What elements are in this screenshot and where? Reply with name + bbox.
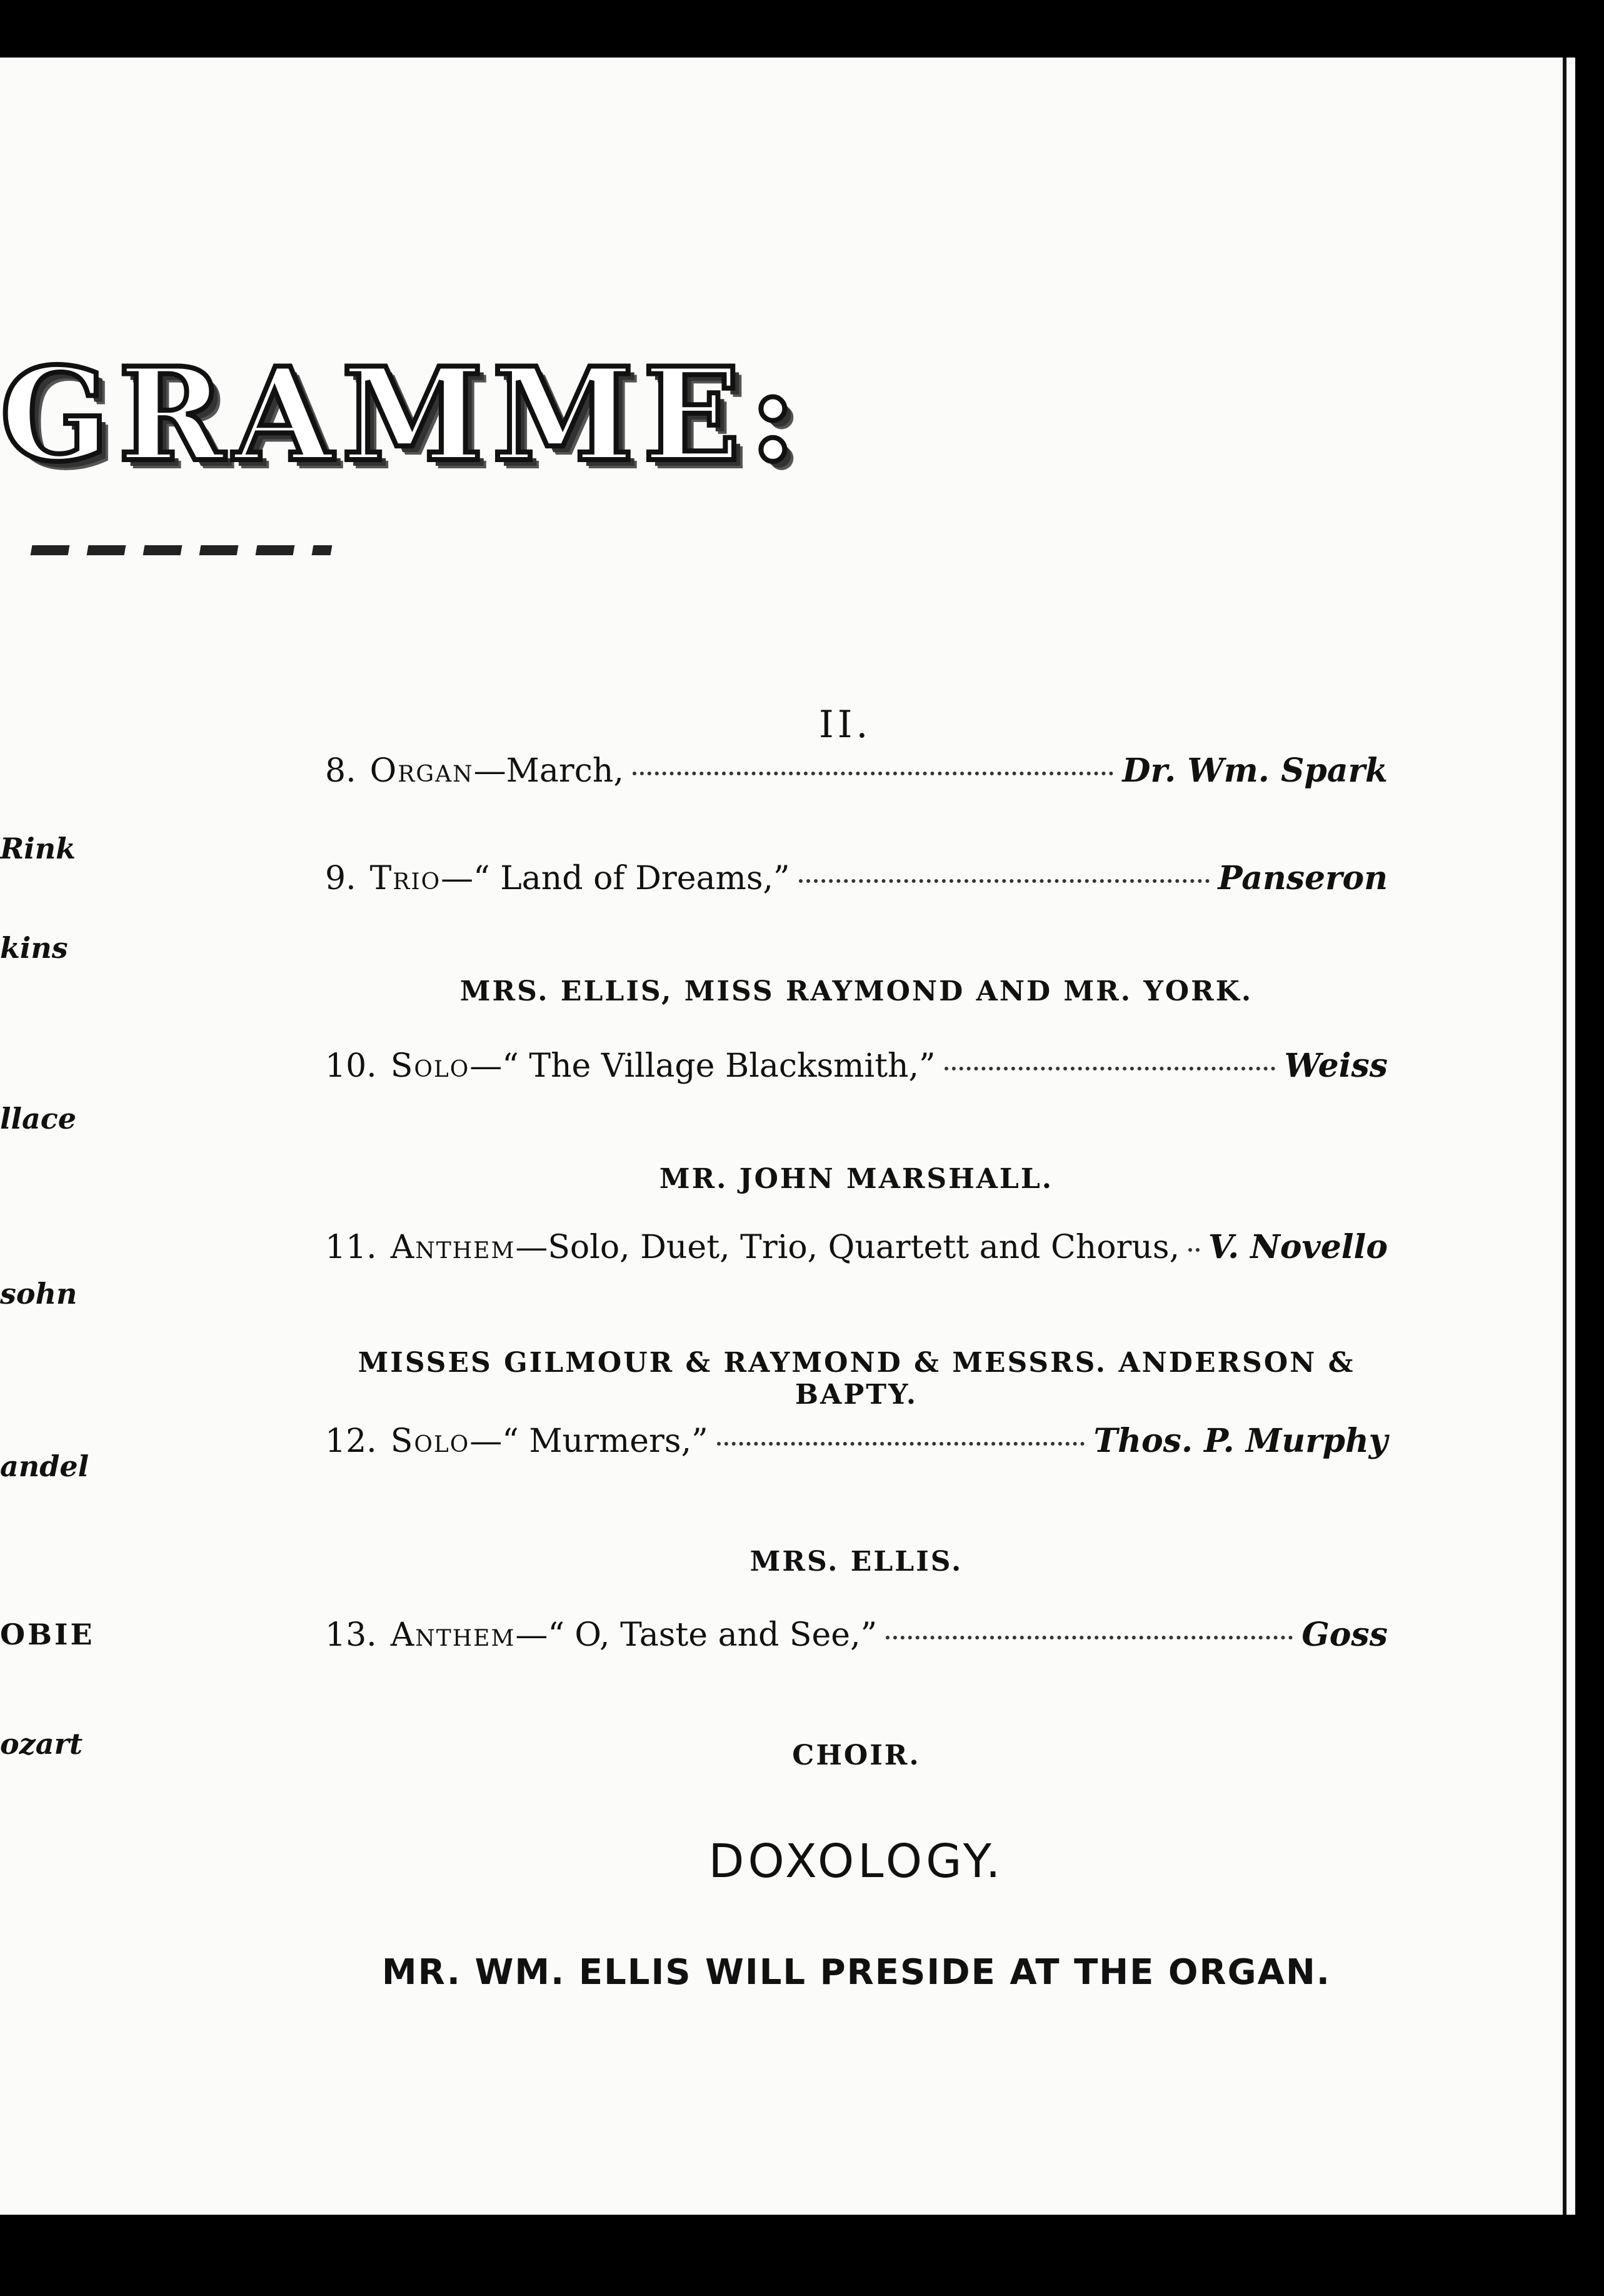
entry-kind: Organ (369, 752, 474, 790)
entry-number: 10. (325, 1047, 377, 1085)
entry-performers: MRS. ELLIS, MISS RAYMOND AND MR. YORK. (459, 975, 1253, 1007)
left-fragment: kins (0, 931, 68, 965)
entry-composer: Dr. Wm. Spark (1122, 752, 1388, 790)
dot-leader (799, 879, 1210, 883)
entry-number: 8. (325, 752, 356, 790)
page-edge (1563, 58, 1566, 2215)
left-fragment: Rink (0, 832, 76, 865)
entry-title: —Solo, Duet, Trio, Quartett and Chorus, (515, 1229, 1180, 1266)
left-fragment: andel (0, 1449, 89, 1483)
program-entry (325, 859, 1388, 903)
entry-kind: Anthem (390, 1229, 516, 1266)
entry-performers: MISSES GILMOUR & RAYMOND & MESSRS. ANDERSON & BAPTY. (358, 1347, 1355, 1411)
entry-performers: CHOIR. (792, 1740, 921, 1771)
section-number: II. (819, 703, 872, 747)
entry-title: —“ Land of Dreams,” (441, 860, 790, 897)
program-entry (325, 1616, 1388, 1659)
entry-number: 12. (325, 1422, 377, 1460)
entry-number: 9. (325, 860, 356, 897)
entry-composer: Panseron (1218, 859, 1388, 897)
left-fragment: ozart (0, 1727, 83, 1761)
program-entry (325, 1228, 1388, 1272)
entry-composer: Thos. P. Murphy (1093, 1422, 1388, 1460)
dot-leader (717, 1442, 1085, 1446)
entry-kind: Trio (369, 860, 441, 897)
entry-title: —“ O, Taste and See,” (515, 1616, 878, 1654)
left-fragment: OBIE (0, 1618, 95, 1651)
entry-number: 11. (325, 1229, 377, 1266)
programme-heading: GRAMME: (0, 340, 806, 490)
entry-composer: Weiss (1284, 1047, 1388, 1085)
entry-performers: MR. JOHN MARSHALL. (659, 1163, 1054, 1195)
left-fragment: llace (0, 1102, 77, 1135)
left-fragment: sohn (0, 1277, 78, 1311)
doxology-heading: DOXOLOGY. (708, 1835, 1005, 1888)
program-page (0, 58, 1575, 2215)
organist-note: MR. WM. ELLIS WILL PRESIDE AT THE ORGAN. (381, 1952, 1331, 1993)
program-entry (325, 752, 1388, 795)
program-entry (325, 1047, 1388, 1090)
entry-kind: Solo (390, 1047, 470, 1085)
entry-title: —March, (473, 752, 624, 790)
entry-number: 13. (325, 1616, 377, 1654)
ornamental-rule (31, 545, 333, 555)
entry-performers: MRS. ELLIS. (749, 1546, 963, 1578)
entry-composer: V. Novello (1208, 1228, 1388, 1266)
entry-title: —“ The Village Blacksmith,” (469, 1047, 936, 1085)
entry-composer: Goss (1301, 1616, 1388, 1654)
left-column-fragments (0, 58, 95, 2215)
entry-title: —“ Murmers,” (469, 1422, 708, 1460)
dot-leader (945, 1067, 1276, 1070)
dot-leader (633, 772, 1114, 775)
entry-kind: Anthem (390, 1616, 516, 1654)
program-entry (325, 1422, 1388, 1466)
dot-leader (1188, 1248, 1200, 1252)
dot-leader (886, 1636, 1293, 1639)
entry-kind: Solo (390, 1422, 470, 1460)
